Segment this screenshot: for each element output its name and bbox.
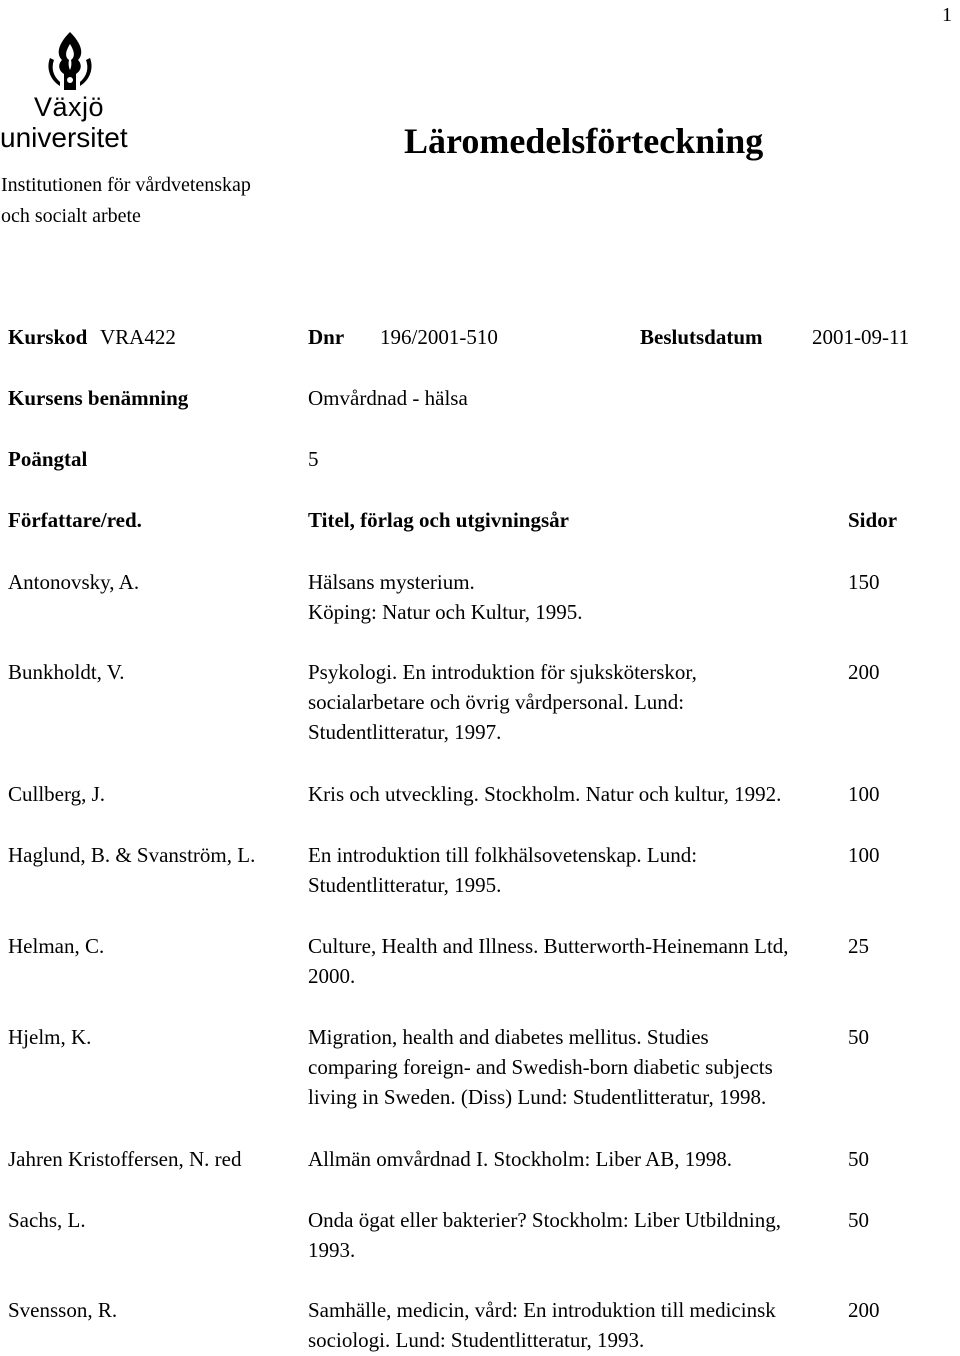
row-author: Hjelm, K. (8, 1025, 92, 1049)
benamning-value: Omvårdnad - hälsa (308, 386, 468, 410)
row-pages: 50 (848, 1208, 869, 1232)
row-author: Svensson, R. (8, 1298, 118, 1322)
row-title (308, 779, 848, 809)
row-author: Antonovsky, A. (8, 570, 140, 594)
logo-text-universitet: universitet (0, 122, 128, 153)
benamning-label: Kursens benämning (8, 386, 189, 410)
row-title-line: socialarbetare och övrig vårdpersonal. Lund: (308, 690, 685, 714)
poangtal-label: Poängtal (8, 447, 88, 471)
poangtal-value: 5 (308, 447, 319, 471)
row-title-line: Onda ögat eller bakterier? Stockholm: Liber Utbildning, (308, 1208, 781, 1232)
row-author: Helman, C. (8, 934, 105, 958)
institution-line: Institutionen för vårdvetenskap (1, 174, 251, 196)
row-title-line: Samhälle, medicin, vård: En introduktion till medicinsk (308, 1298, 776, 1322)
row-title (308, 1295, 838, 1355)
row-author: Haglund, B. & Svanström, L. (8, 843, 256, 867)
dnr-value: 196/2001-510 (380, 325, 498, 349)
row-title-line: Kris och utveckling. Stockholm. Natur och kultur, 1992. (308, 782, 782, 806)
row-pages: 200 (848, 1298, 880, 1322)
row-pages: 100 (848, 843, 880, 867)
row-pages: 25 (848, 934, 869, 958)
row-title-line: Studentlitteratur, 1995. (308, 873, 502, 897)
header-author: Författare/red. (8, 508, 142, 532)
row-title (308, 840, 838, 900)
institution-line: och socialt arbete (1, 205, 141, 227)
university-logo (2, 30, 152, 94)
page-number: 1 (942, 4, 952, 26)
row-title (308, 1022, 838, 1112)
row-pages: 50 (848, 1025, 869, 1049)
row-pages: 50 (848, 1147, 869, 1171)
row-title-line: Köping: Natur och Kultur, 1995. (308, 600, 583, 624)
row-title-line: comparing foreign- and Swedish-born diabetic subjects (308, 1055, 773, 1079)
row-title-line: 2000. (308, 964, 356, 988)
row-title-line: Culture, Health and Illness. Butterworth-Heinemann Ltd, (308, 934, 789, 958)
header-pages: Sidor (848, 508, 898, 532)
row-title-line: Migration, health and diabetes mellitus. Studies (308, 1025, 709, 1049)
beslutsdatum-label: Beslutsdatum (640, 325, 763, 349)
kurskod-label: Kurskod (8, 325, 88, 349)
row-author: Sachs, L. (8, 1208, 86, 1232)
row-author: Jahren Kristoffersen, N. red (8, 1147, 242, 1171)
institution-name (1, 170, 251, 232)
row-pages: 100 (848, 782, 880, 806)
row-title-line: Allmän omvårdnad I. Stockholm: Liber AB, 1998. (308, 1147, 733, 1171)
row-author: Cullberg, J. (8, 782, 106, 806)
beslutsdatum-value: 2001-09-11 (812, 325, 910, 349)
row-title (308, 567, 838, 627)
kurskod-value: VRA422 (100, 325, 176, 349)
row-pages: 200 (848, 660, 880, 684)
row-pages: 150 (848, 570, 880, 594)
row-title (308, 1205, 838, 1265)
row-title-line: sociologi. Lund: Studentlitteratur, 1993. (308, 1328, 645, 1352)
university-emblem-icon (38, 30, 102, 94)
dnr-label: Dnr (308, 325, 345, 349)
document-title: Läromedelsförteckning (404, 121, 764, 161)
row-author: Bunkholdt, V. (8, 660, 125, 684)
row-title-line: Psykologi. En introduktion för sjuksköterskor, (308, 660, 697, 684)
row-title-line: Hälsans mysterium. (308, 570, 475, 594)
header-title: Titel, förlag och utgivningsår (308, 508, 569, 532)
row-title (308, 931, 838, 991)
row-title-line: Studentlitteratur, 1997. (308, 720, 502, 744)
row-title (308, 1144, 838, 1174)
row-title-line: 1993. (308, 1238, 356, 1262)
row-title-line: En introduktion till folkhälsovetenskap. Lund: (308, 843, 698, 867)
logo-text-vaxjo: Växjö (34, 92, 105, 122)
row-title (308, 657, 838, 747)
row-title-line: living in Sweden. (Diss) Lund: Studentlitteratur, 1998. (308, 1085, 767, 1109)
